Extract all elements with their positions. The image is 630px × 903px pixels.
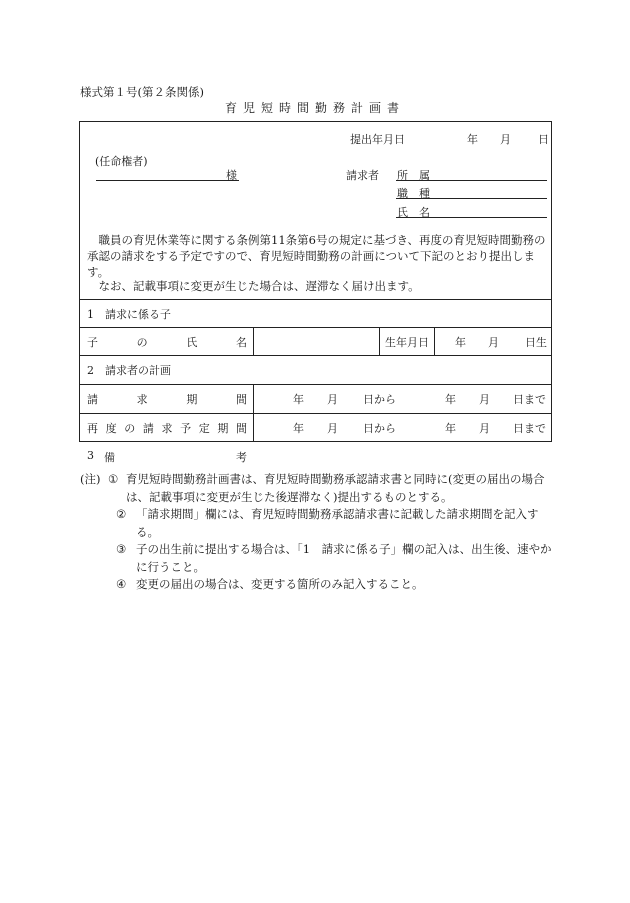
name-line[interactable] xyxy=(396,217,547,218)
period-label: 請 求 期 間 xyxy=(87,393,247,406)
note-item xyxy=(80,541,555,576)
requester-label: 請求者 xyxy=(346,169,379,182)
section3-label-2: 考 xyxy=(236,451,247,464)
rule xyxy=(253,327,254,356)
replan-start-year: 年 xyxy=(293,422,304,435)
note-text: 子の出生前に提出する場合は、「1 請求に係る子」欄の記入は、出生後、速やかに行うこと。 xyxy=(136,542,552,574)
submission-month-label: 月 xyxy=(500,133,511,146)
note-item xyxy=(80,506,555,541)
section1-heading: 1 請求に係る子 xyxy=(87,308,171,321)
period-end-year: 年 xyxy=(445,393,456,406)
job-type-label: 職 種 xyxy=(397,187,430,200)
rule xyxy=(80,355,551,356)
note-mark: ② xyxy=(116,507,127,521)
form-title: 育児短時間勤務計画書 xyxy=(224,101,405,115)
submission-date-label: 提出年月日 xyxy=(350,133,405,146)
rule xyxy=(80,299,551,300)
section2-heading: 2 請求者の計画 xyxy=(87,364,171,377)
affiliation-label: 所 属 xyxy=(397,169,430,182)
note-text: 「請求期間」欄には、育児短時間勤務承認請求書に記載した請求期間を記入する。 xyxy=(136,507,539,539)
note-mark: ③ xyxy=(116,542,127,556)
period-start-month: 月 xyxy=(327,393,338,406)
replan-end-to: 日まで xyxy=(513,422,546,435)
statement-text: 職員の育児休業等に関する条例第11条第6号の規定に基づき、再度の育児短時間勤務の承認の請求をする予定ですので、育児短時間勤務の計画について下記のとおり提出します。 xyxy=(87,233,546,279)
name-label: 氏 名 xyxy=(397,206,430,219)
rule xyxy=(434,327,435,356)
period-start-year: 年 xyxy=(293,393,304,406)
affiliation-line[interactable] xyxy=(396,180,547,181)
child-name-field[interactable] xyxy=(255,328,378,354)
form-number-label: 様式第１号(第２条関係) xyxy=(80,85,204,99)
note-text: 変更の届出の場合は、変更する箇所のみ記入すること。 xyxy=(136,577,424,591)
notes-head: (注) xyxy=(80,472,101,486)
remarks-field[interactable] xyxy=(255,415,551,441)
rule xyxy=(379,327,380,356)
rule xyxy=(80,384,551,385)
rule xyxy=(80,413,551,414)
job-type-line[interactable] xyxy=(396,198,547,199)
sama-label: 様 xyxy=(226,169,237,182)
period-end-month: 月 xyxy=(479,393,490,406)
change-notice-text: なお、記載事項に変更が生じた場合は、遅滞なく届け出ます。 xyxy=(98,279,420,293)
replan-end-month: 月 xyxy=(479,422,490,435)
birth-day-label: 日生 xyxy=(525,336,547,349)
replan-period-label: 再 度 の 請 求 予 定 期 間 xyxy=(87,422,247,435)
form-table xyxy=(79,121,552,464)
submission-year-label: 年 xyxy=(467,133,478,146)
section3-label-1: 備 xyxy=(104,451,115,464)
section3-number: 3 xyxy=(87,449,94,462)
birthdate-label: 生年月日 xyxy=(385,336,429,349)
submission-day-label: 日 xyxy=(538,133,549,146)
period-start-from: 日から xyxy=(363,393,396,406)
birth-month-label: 月 xyxy=(488,336,499,349)
note-mark: ① xyxy=(108,472,119,486)
appointer-label: (任命権者) xyxy=(95,155,148,168)
notes-section xyxy=(80,471,555,594)
child-name-label: 子 の 氏 名 xyxy=(87,336,247,349)
rule xyxy=(253,384,254,442)
note-item xyxy=(80,576,555,594)
appointer-name-line[interactable] xyxy=(96,180,239,181)
birth-year-label: 年 xyxy=(455,336,466,349)
period-end-to: 日まで xyxy=(513,393,546,406)
note-item xyxy=(80,471,555,506)
replan-start-month: 月 xyxy=(327,422,338,435)
note-text: 育児短時間勤務計画書は、育児短時間勤務承認請求書と同時に(変更の届出の場合は、記載事項に変更が生じた後遅滞なく)提出するものとする。 xyxy=(126,472,545,504)
replan-end-year: 年 xyxy=(445,422,456,435)
replan-start-from: 日から xyxy=(363,422,396,435)
note-mark: ④ xyxy=(116,577,127,591)
